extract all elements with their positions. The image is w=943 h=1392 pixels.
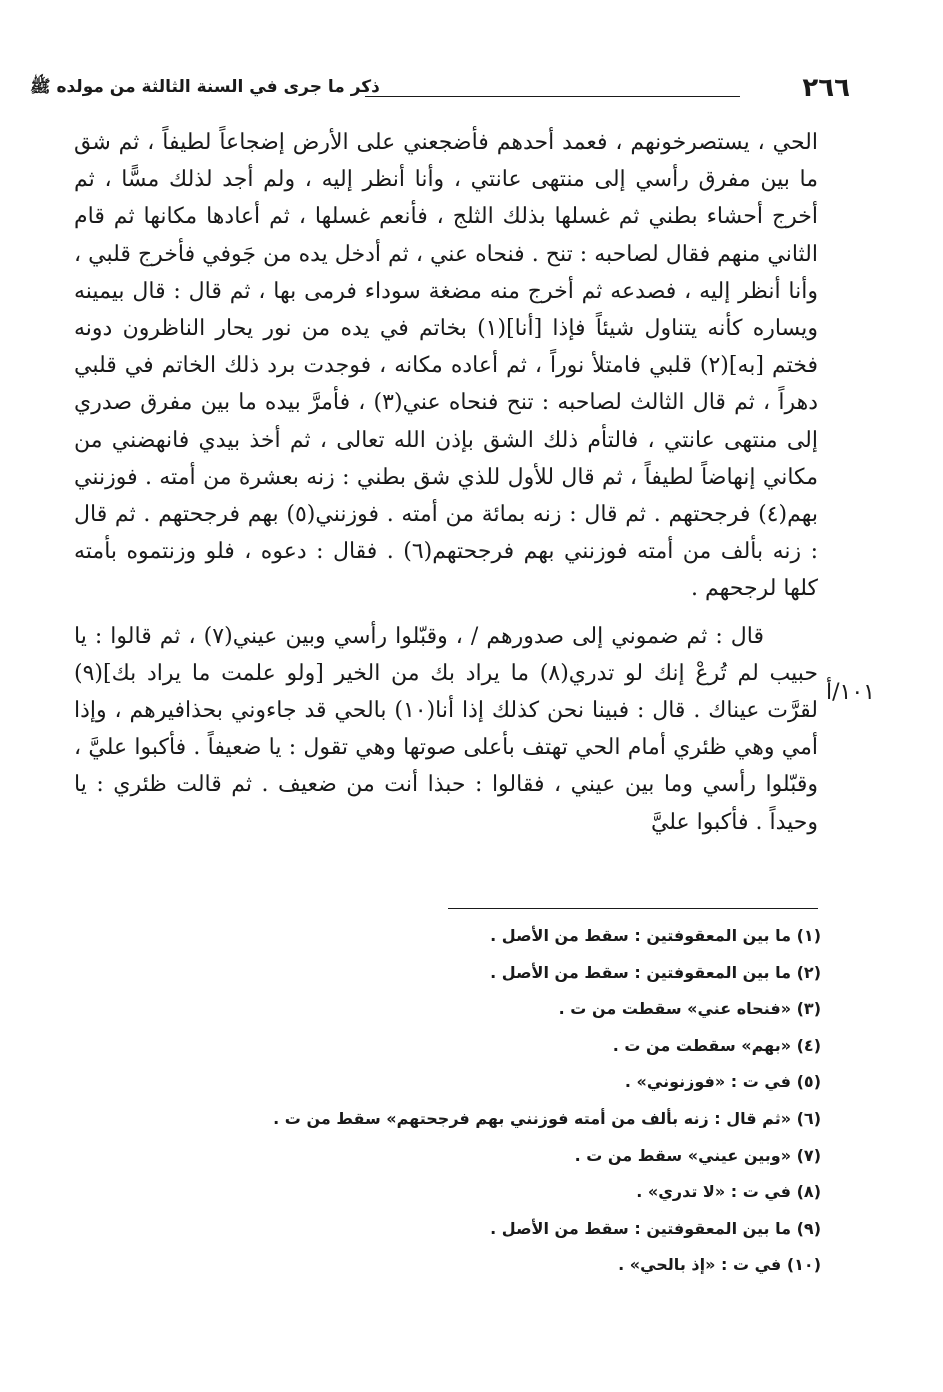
footnote: (٩) ما بين المعقوفتين : سقط من الأصل . <box>490 1218 821 1238</box>
page-number: ٢٦٦ <box>802 73 850 103</box>
paragraph: قال : ثم ضموني إلى صدورهم / ، وقبّلوا رأسي وبين عيني(٧) ، ثم قالوا : يا حبيب لم تُرعْ إنك لو تدري(٨) ما يراد بك من الخير [ولو علمت ما يراد بك](٩) لقرَّت عيناك . قال : فبينا نحن كذلك إذا أنا(١٠) بالحي قد جاءوني بحذافيرهم ، وإذا أمي وهي ظئري أمام الحي تهتف بأعلى صوتها وهي تقول : يا ضعيفاً . فأكبوا عليَّ ، وقبّلوا رأسي وما بين عيني ، فقالوا : حبذا أنت من ضعيف . ثم قالت ظئري : يا وحيداً . فأكبوا عليَّ <box>74 623 818 835</box>
manuscript-folio-note: ١٠١/أ <box>826 680 875 705</box>
running-title: ذكر ما جرى في السنة الثالثة من مولده ﷺ <box>30 77 380 97</box>
footnotes-list <box>261 918 821 1284</box>
running-header <box>30 70 850 114</box>
footnote: (٨) في ت : «لا تدري» . <box>636 1182 821 1202</box>
footnote: (٣) «فنحاه عني» سقطت من ت . <box>558 999 821 1019</box>
header-rule <box>365 96 740 97</box>
footnote: (١) ما بين المعقوفتين : سقط من الأصل . <box>490 926 821 945</box>
footnote: (٧) «وبين عيني» سقط من ت . <box>574 1145 821 1165</box>
footnote: (٥) في ت : «فوزنوني» . <box>624 1072 821 1092</box>
main-text <box>74 124 818 841</box>
footnote: (٦) «ثم قال : زنه بألف من أمته فوزنني بهم فرجحتهم» سقط من ت . <box>273 1108 821 1128</box>
footnote: (٤) «بهم» سقطت من ت . <box>612 1035 821 1055</box>
footnote: (٢) ما بين المعقوفتين : سقط من الأصل . <box>490 962 821 982</box>
paragraph: الحي ، يستصرخونهم ، فعمد أحدهم فأضجعني على الأرض إضجاعاً لطيفاً ، ثم شق ما بين مفرق رأسي إلى منتهى عانتي ، وأنا أنظر إليه ، ولم أجد لذلك مسًّا ، ثم أخرج أحشاء بطني ثم غسلها بذلك الثلج ، فأنعم غسلها ، ثم أعادها مكانها ثم قام الثاني منهم فقال لصاحبه : تنح . فنحاه عني ، ثم أدخل يده من جَوفي فأخرج قلبي ، وأنا أنظر إليه ، فصدعه ثم أخرج منه مضغة سوداء فرمى بها ، ثم قال : قال بيمينه ويساره كأنه يتناول شيئاً فإذا [أنا](١) بخاتم في يده من نور يحار الناظرون دونه فختم [به](٢) قلبي فامتلأ نوراً ، ثم أعاده مكانه ، فوجدت برد ذلك الخاتم في قلبي دهراً ، ثم قال الثالث لصاحبه : تنح فنحاه عني(٣) ، فأمرَّ بيده ما بين مفرق صدري إلى منتهى عانتي ، فالتأم ذلك الشق بإذن الله تعالى ، ثم أخذ بيدي فانهضني من مكاني إنهاضاً لطيفاً ، ثم قال للأول للذي شق بطني : زنه بعشرة من أمته . فوزنني بهم(٤) فرجحتهم . ثم قال : زنه بمائة من أمته . فوزنني(٥) بهم فرجحتهم . ثم قال : زنه بألف من أمته فوزنني بهم فرجحتهم(٦) . فقال : دعوه ، فلو وزنتموه بأمته كلها لرجحهم . <box>74 130 818 602</box>
footnote: (١٠) في ت : «إذ بالحي» . <box>618 1255 821 1275</box>
footnote-divider <box>448 908 818 909</box>
